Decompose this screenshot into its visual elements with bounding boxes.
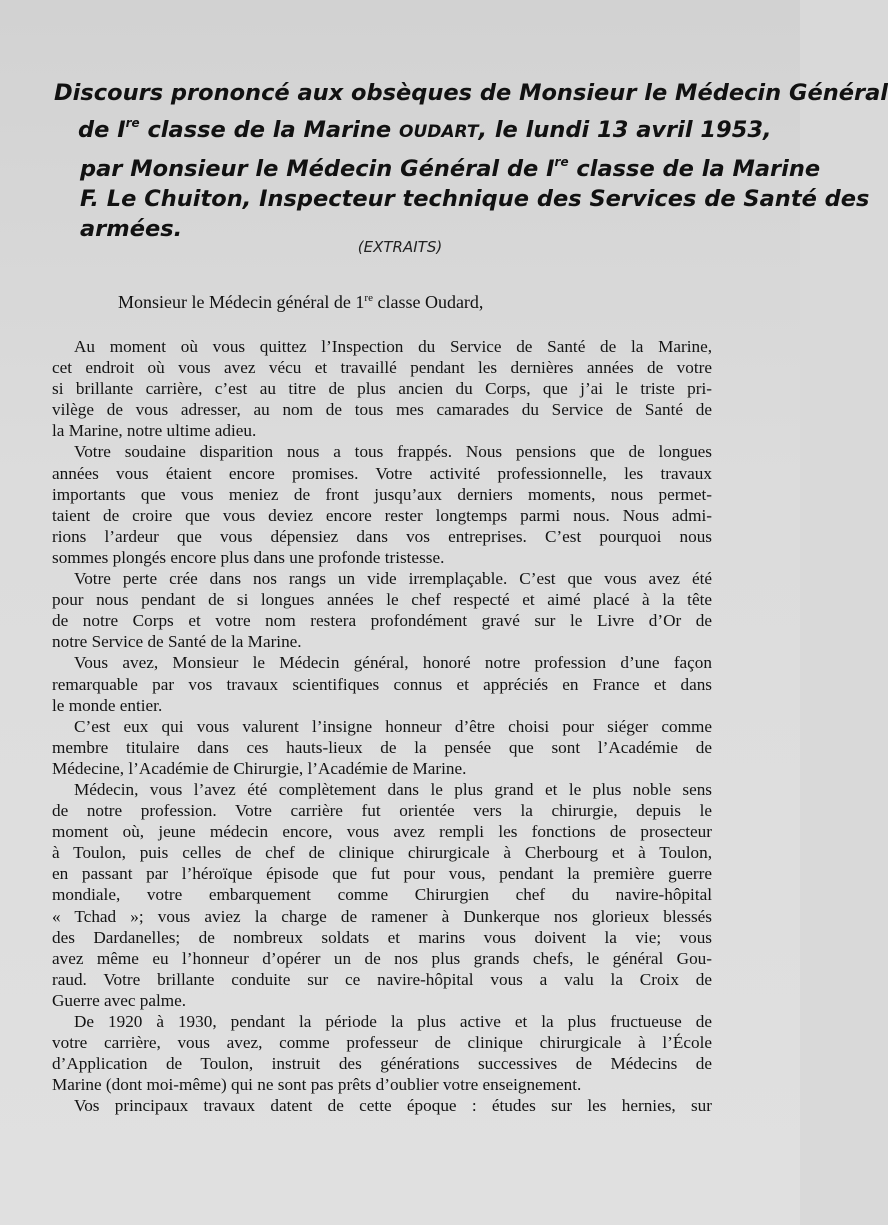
paragraph <box>52 779 712 1011</box>
text-line: mondiale, votre embarquement comme Chirurgien chef du navire-hôpital <box>52 885 712 905</box>
paragraph <box>52 336 712 441</box>
text-line: Au moment où vous quittez l’Inspection du Service de Santé de la Marine, <box>74 337 712 356</box>
salutation <box>118 292 483 313</box>
speech-body <box>52 336 712 1116</box>
text-line: notre Service de Santé de la Marine. <box>52 632 302 652</box>
text-line: Votre soudaine disparition nous a tous frappés. Nous pensions que de longues <box>74 442 712 462</box>
superscript: re <box>554 155 569 169</box>
text-line: Guerre avec palme. <box>52 990 187 1010</box>
salutation-text: Monsieur le Médecin général de 1 <box>118 292 365 312</box>
text-line: si brillante carrière, c’est au titre de plus ancien du Corps, que j’ai le triste pri- <box>52 379 712 399</box>
text-line: Vous avez, Monsieur le Médecin général, honoré notre profession d’une façon <box>74 653 712 673</box>
title-text: de I <box>78 117 126 143</box>
text-line: de notre Corps et votre nom restera profondément gravé sur le Livre d’Or de <box>52 611 712 631</box>
paragraph <box>52 441 712 568</box>
paragraph <box>52 568 712 652</box>
extracts-label: (EXTRAITS) <box>357 238 443 256</box>
title-name: OUDART <box>399 122 479 142</box>
text-line: De 1920 à 1930, pendant la période la plus active et la plus fructueuse de <box>74 1012 712 1031</box>
text-line: à Toulon, puis celles de chef de clinique chirurgicale à Cherbourg et à Toulon, <box>52 843 712 863</box>
text-line: remarquable par vos travaux scientifiques connus et appréciés en France et dans <box>52 674 712 694</box>
title-text: , le lundi 13 avril 1953, <box>478 117 772 143</box>
text-line: la Marine, notre ultime adieu. <box>52 421 257 441</box>
text-line: années vous étaient encore promises. Votre activité professionnelle, les travaux <box>52 463 712 483</box>
text-line: Médecin, vous l’avez été complètement dans le plus grand et le plus noble sens <box>74 779 712 799</box>
text-line: Médecine, l’Académie de Chirurgie, l’Académie de Marine. <box>52 758 467 778</box>
title-line <box>54 147 821 184</box>
superscript: re <box>125 116 140 130</box>
text-line: des Dardanelles; de nombreux soldats et marins vous doivent la vie; vous <box>52 927 712 947</box>
text-line: « Tchad »; vous aviez la charge de ramener à Dunkerque nos glorieux blessés <box>52 906 712 926</box>
text-line: de notre profession. Votre carrière fut orientée vers la chirurgie, depuis le <box>52 801 712 821</box>
paragraph <box>52 1095 712 1116</box>
text-line: en passant par l’héroïque épisode que fut pour vous, pendant la première guerre <box>52 864 712 884</box>
text-line: Votre perte crée dans nos rangs un vide irremplaçable. C’est que vous avez été <box>74 569 712 589</box>
paragraph <box>52 652 712 715</box>
text-line: moment où, jeune médecin encore, vous avez rempli les fonctions de prosecteur <box>52 822 712 842</box>
text-line: d’Application de Toulon, instruit des générations successives de Médecins de <box>52 1054 712 1074</box>
superscript: re <box>364 292 373 304</box>
title-line: armées. <box>80 216 183 242</box>
text-line: membre titulaire dans ces hauts-lieux de la pensée que sont l’Académie de <box>52 737 712 757</box>
title-line: Discours prononcé aux obsèques de Monsieur le Médecin Général <box>54 80 888 106</box>
text-line: pour nous pendant de si longues années le chef respecté et aimé placé à la tête <box>52 590 712 610</box>
speech-title <box>54 78 888 244</box>
text-line: le monde entier. <box>52 695 163 715</box>
title-text: classe de la Marine <box>568 156 821 182</box>
text-line: importants que vous meniez de front jusqu’aux derniers moments, nous permet- <box>52 484 712 504</box>
text-line: avez même eu l’honneur d’opérer un de nos plus grands chefs, le général Gou- <box>52 948 712 968</box>
paragraph <box>52 1011 712 1095</box>
text-line: Vos principaux travaux datent de cette époque : études sur les hernies, sur <box>74 1096 712 1116</box>
text-line: C’est eux qui vous valurent l’insigne honneur d’être choisi pour siéger comme <box>74 716 712 736</box>
salutation-text: classe Oudard, <box>372 292 484 312</box>
title-line: F. Le Chuiton, Inspecteur technique des Services de Santé des <box>80 186 870 212</box>
text-line: votre carrière, vous avez, comme professeur de clinique chirurgicale à l’École <box>52 1033 712 1053</box>
text-line: taient de croire que vous deviez encore rester longtemps parmi nous. Nous admi- <box>52 505 712 525</box>
title-text: par Monsieur le Médecin Général de I <box>80 156 555 182</box>
text-line: cet endroit où vous avez vécu et travaillé pendant les dernières années de votre <box>52 358 712 378</box>
title-line <box>54 108 772 147</box>
title-text: classe de la Marine <box>139 117 400 143</box>
paragraph <box>52 716 712 779</box>
text-line: rions l’ardeur que vous dépensiez dans vos entreprises. C’est pourquoi nous <box>52 526 712 546</box>
text-line: vilège de vous adresser, au nom de tous mes camarades du Service de Santé de <box>52 400 712 420</box>
text-line: sommes plongés encore plus dans une profonde tristesse. <box>52 547 445 567</box>
text-line: Marine (dont moi-même) qui ne sont pas prêts d’oublier votre enseignement. <box>52 1075 582 1095</box>
text-line: raud. Votre brillante conduite sur ce navire-hôpital vous a valu la Croix de <box>52 969 712 989</box>
